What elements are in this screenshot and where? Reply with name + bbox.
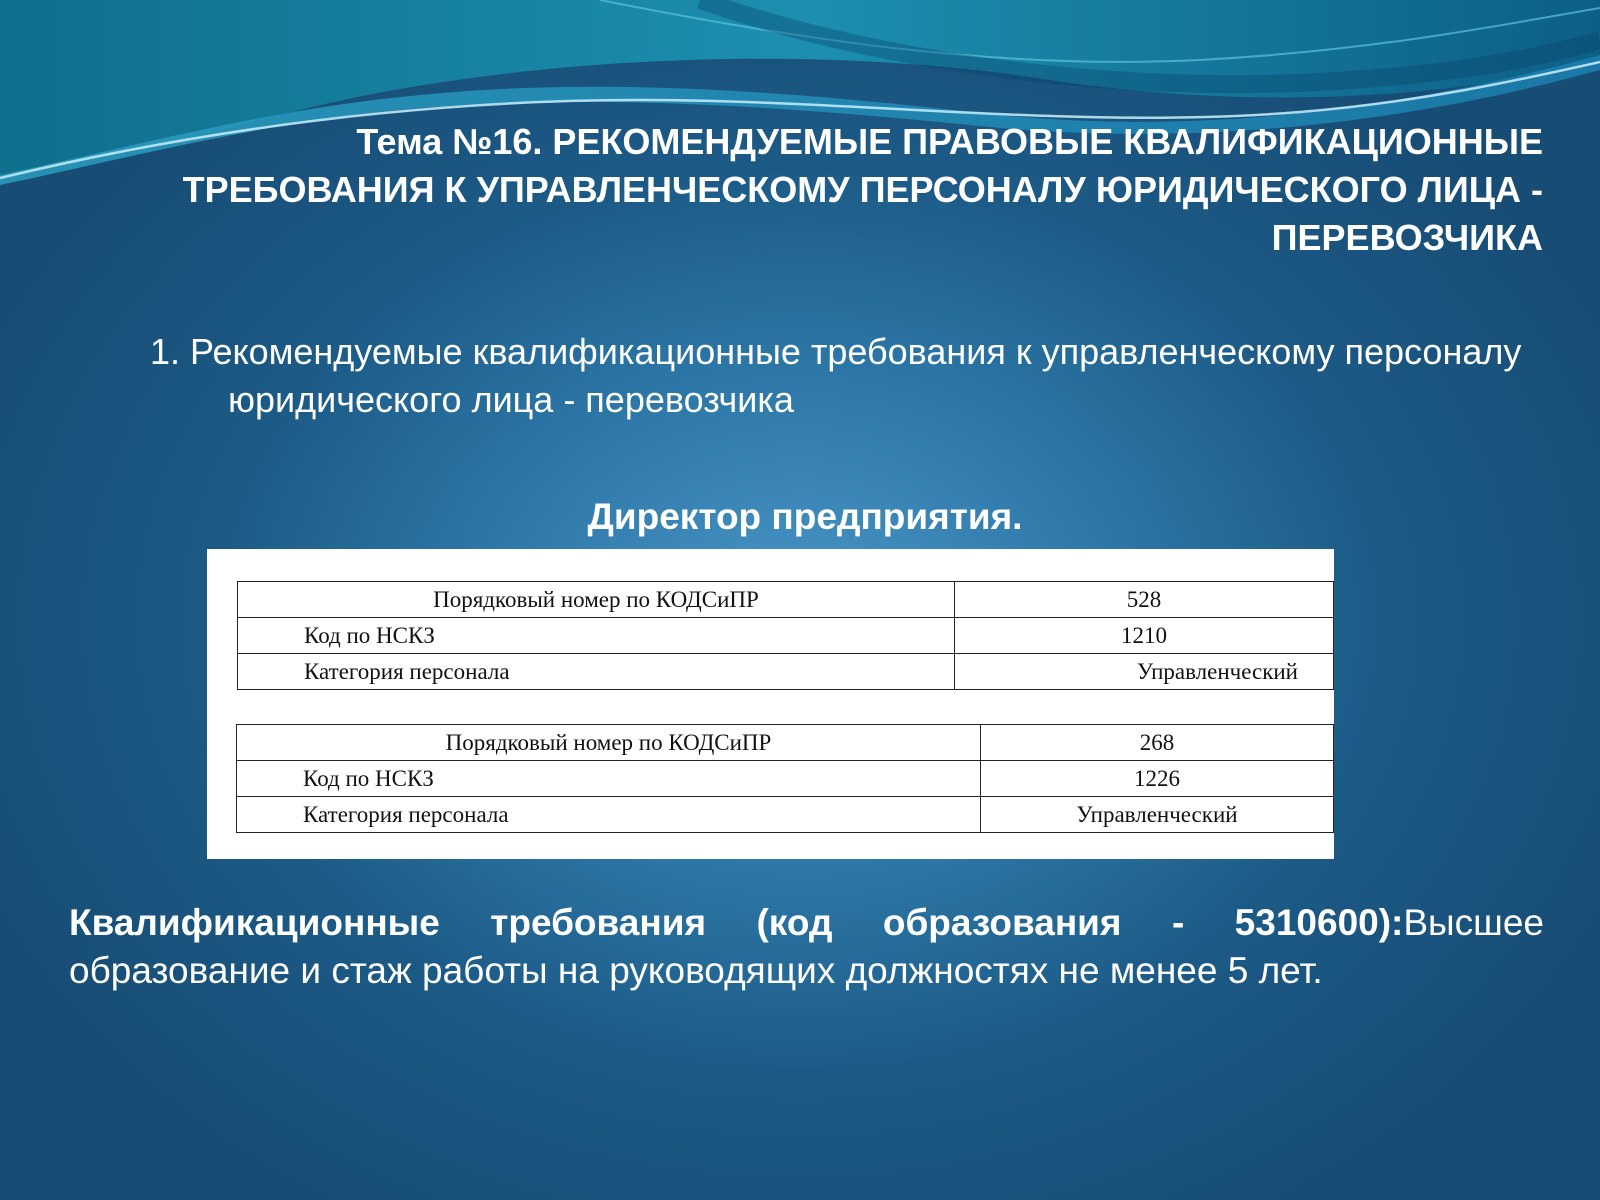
table-cell-value: 1226 xyxy=(980,761,1333,797)
table-cell-label: Порядковый номер по КОДСиПР xyxy=(238,582,955,618)
table-cell-label: Код по НСКЗ xyxy=(237,761,981,797)
slide-title: Тема №16. РЕКОМЕНДУЕМЫЕ ПРАВОВЫЕ КВАЛИФИКАЦИОННЫЕ ТРЕБОВАНИЯ К УПРАВЛЕНЧЕСКОМУ ПЕРСОНАЛУ ЮРИДИЧЕСКОГО ЛИЦА - ПЕРЕВОЗЧИКА xyxy=(182,121,1543,258)
table-row xyxy=(237,725,1334,761)
classification-table-2 xyxy=(236,724,1334,833)
table-row xyxy=(238,618,1334,654)
slide-subtitle: 1. Рекомендуемые квалификационные требования к управленческому персоналу юридического лица - перевозчика xyxy=(150,331,1522,420)
table-row xyxy=(237,761,1334,797)
table-cell-value: 528 xyxy=(954,582,1333,618)
classification-table-1 xyxy=(237,581,1334,690)
qualification-requirements xyxy=(69,899,1544,995)
table-cell-label: Порядковый номер по КОДСиПР xyxy=(237,725,981,761)
table-cell-value: Управленческий xyxy=(954,654,1333,690)
table-cell-label: Код по НСКЗ xyxy=(238,618,955,654)
table-row xyxy=(238,654,1334,690)
classification-tables xyxy=(207,549,1334,859)
requirements-text: Высшее образование и стаж работы на руководящих должностях не менее 5 лет. xyxy=(69,902,1544,991)
position-title: Директор предприятия. xyxy=(587,496,1023,537)
table-row xyxy=(238,582,1334,618)
table-cell-value: Управленческий xyxy=(980,797,1333,833)
table-cell-value: 268 xyxy=(980,725,1333,761)
table-cell-label: Категория персонала xyxy=(238,654,955,690)
table-cell-value: 1210 xyxy=(954,618,1333,654)
table-row xyxy=(237,797,1334,833)
table-cell-label: Категория персонала xyxy=(237,797,981,833)
requirements-label: Квалификационные требования (код образования - 5310600): xyxy=(69,902,1404,943)
